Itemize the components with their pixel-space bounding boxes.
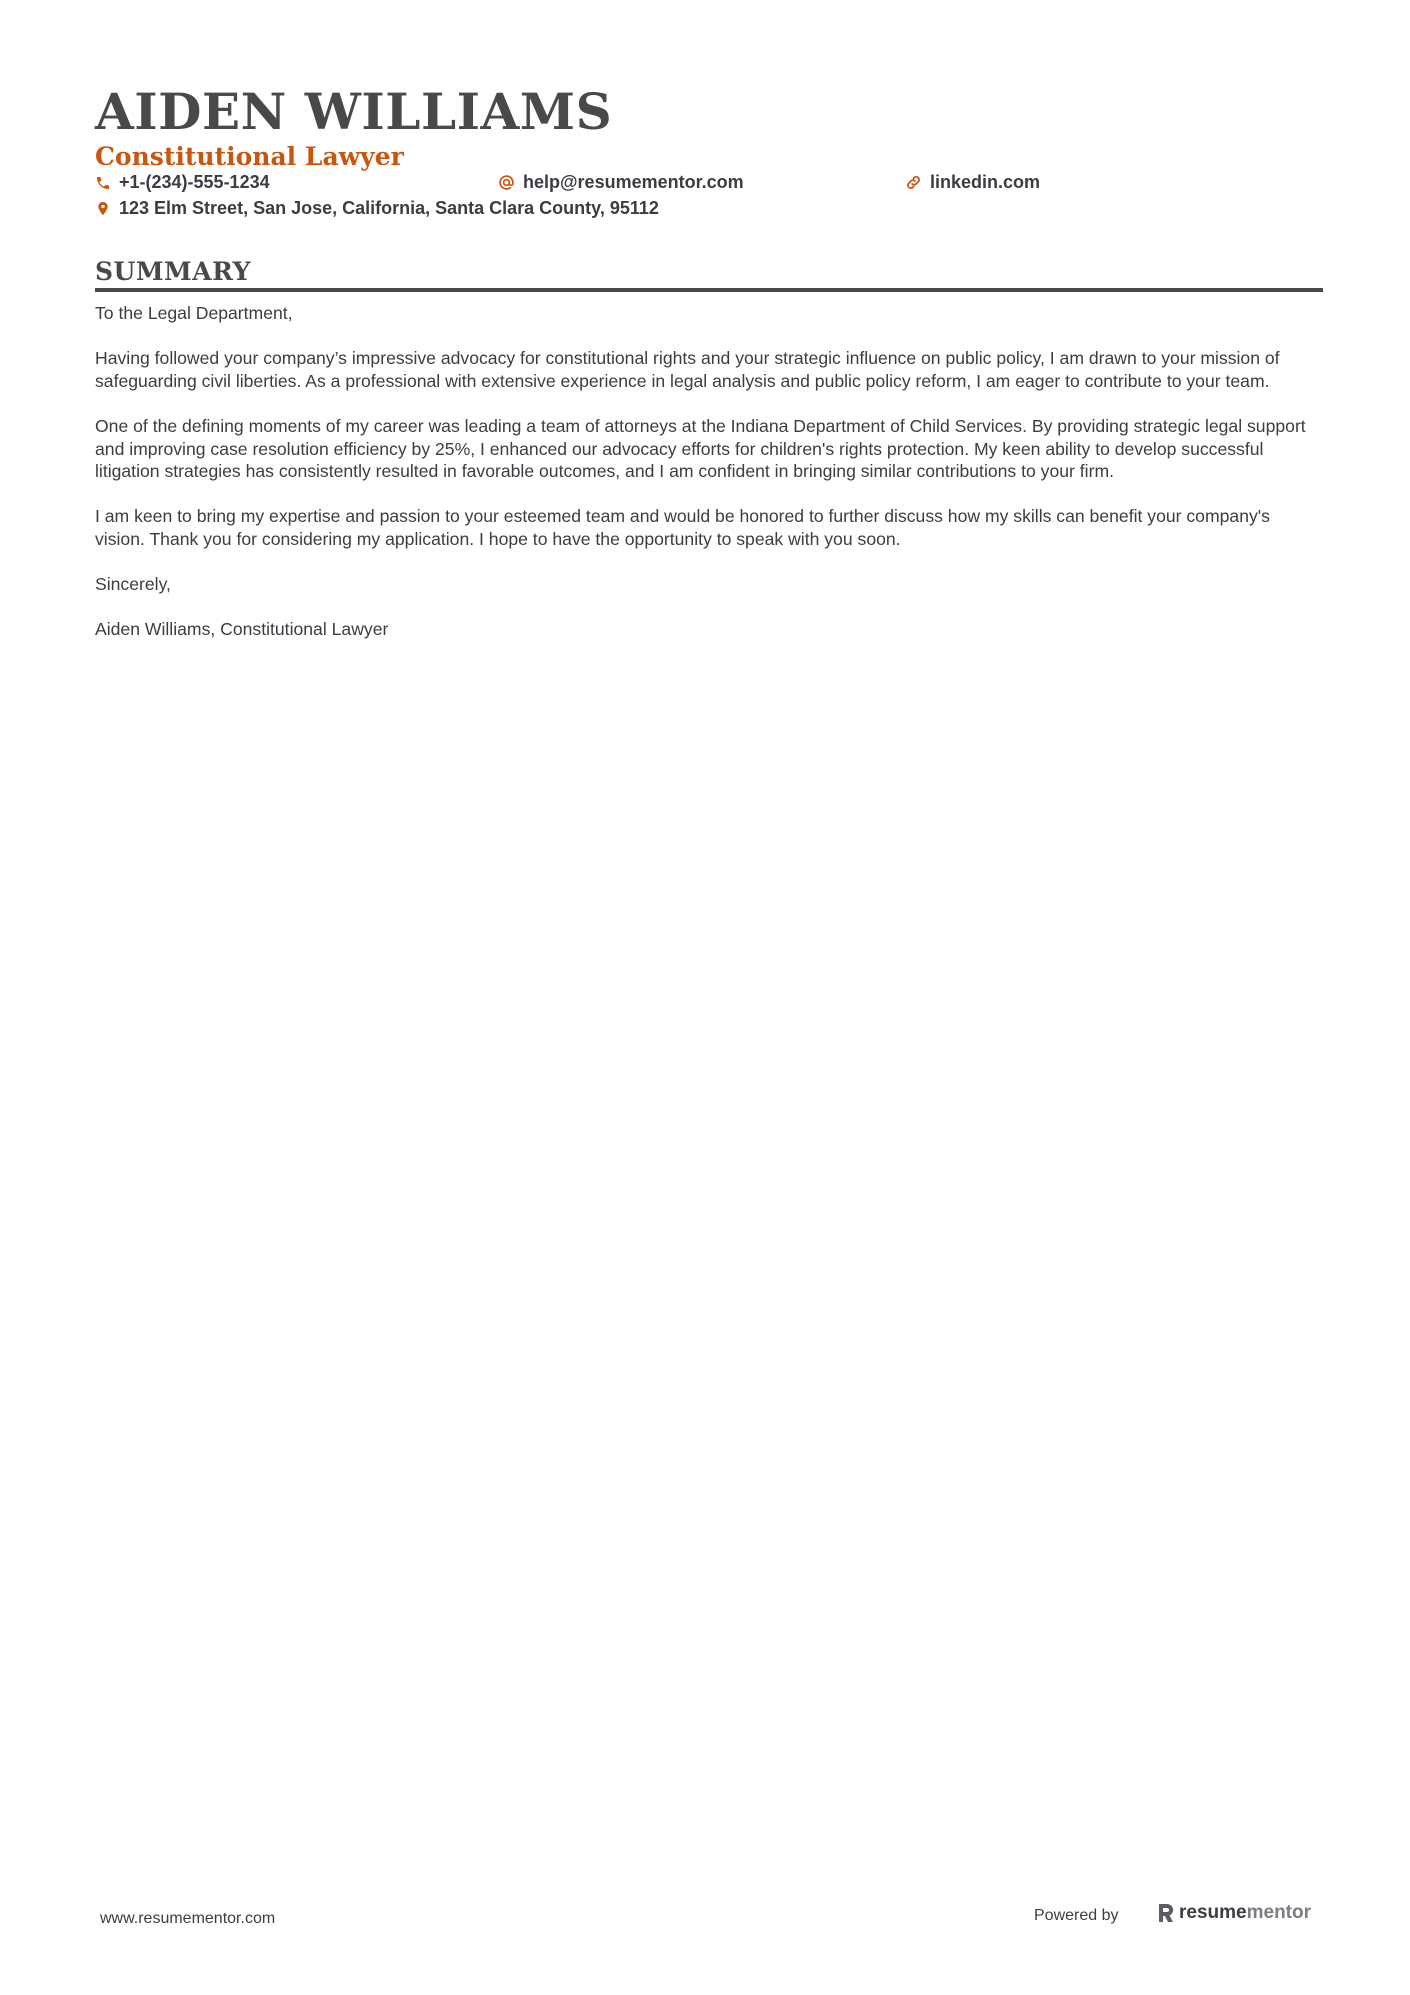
phone-text: +1-(234)-555-1234 xyxy=(119,172,270,192)
email-text[interactable]: help@resumementor.com xyxy=(523,172,744,192)
salutation: To the Legal Department, xyxy=(95,303,293,323)
letter-body xyxy=(95,302,1323,641)
phone-contact xyxy=(95,172,270,193)
brand-name-strong: resume xyxy=(1179,1902,1247,1923)
contact-row-2 xyxy=(95,198,1325,224)
paragraph-closing: I am keen to bring my expertise and passion to your esteemed team and would be honored to further discuss how my skills can benefit your company's vision. Thank you for considering my application. I hope to have the opportunity to speak with you soon. xyxy=(95,506,1270,549)
footer-url[interactable]: www.resumementor.com xyxy=(100,1910,276,1927)
paragraph-experience: One of the defining moments of my career was leading a team of attorneys at the Indiana Department of Child Services. By providing strategic legal support and improving case resolution efficiency by 25%, I enhanced our advocacy efforts for children's rights protection. My keen ability to develop successful litigation strategies has consistently resulted in favorable outcomes, and I am confident in bringing similar contributions to your firm. xyxy=(95,415,1306,482)
link-contact[interactable] xyxy=(905,172,1040,193)
address-contact xyxy=(95,198,659,219)
address-text: 123 Elm Street, San Jose, California, Santa Clara County, 95112 xyxy=(119,198,659,218)
contact-row-1 xyxy=(95,172,1325,198)
header xyxy=(95,82,1325,224)
paragraph-intro: Having followed your company’s impressive advocacy for constitutional rights and your strategic influence on public policy, I am drawn to your mission of safeguarding civil liberties. As a professional with extensive experience in legal analysis and public policy reform, I am eager to contribute to your team. xyxy=(95,348,1280,391)
phone-icon xyxy=(95,175,111,191)
sign-off: Sincerely, xyxy=(95,574,171,595)
candidate-role: Constitutional Lawyer xyxy=(95,142,404,171)
at-icon xyxy=(498,174,515,191)
email-contact[interactable] xyxy=(498,172,744,193)
candidate-name: AIDEN WILLIAMS xyxy=(95,82,613,141)
brand-name-light: mentor xyxy=(1246,1902,1312,1923)
section-divider xyxy=(95,288,1323,292)
link-icon xyxy=(905,174,922,191)
powered-by-label: Powered by xyxy=(1034,1907,1119,1924)
summary-section xyxy=(95,256,1323,664)
signature: Aiden Williams, Constitutional Lawyer xyxy=(95,619,389,640)
section-title: SUMMARY xyxy=(95,257,251,286)
footer xyxy=(0,1900,1410,1940)
map-pin-icon xyxy=(95,200,111,217)
link-text[interactable]: linkedin.com xyxy=(930,172,1041,192)
brand-logo[interactable] xyxy=(1157,1902,1311,1924)
resumementor-logo-icon xyxy=(1157,1902,1175,1924)
